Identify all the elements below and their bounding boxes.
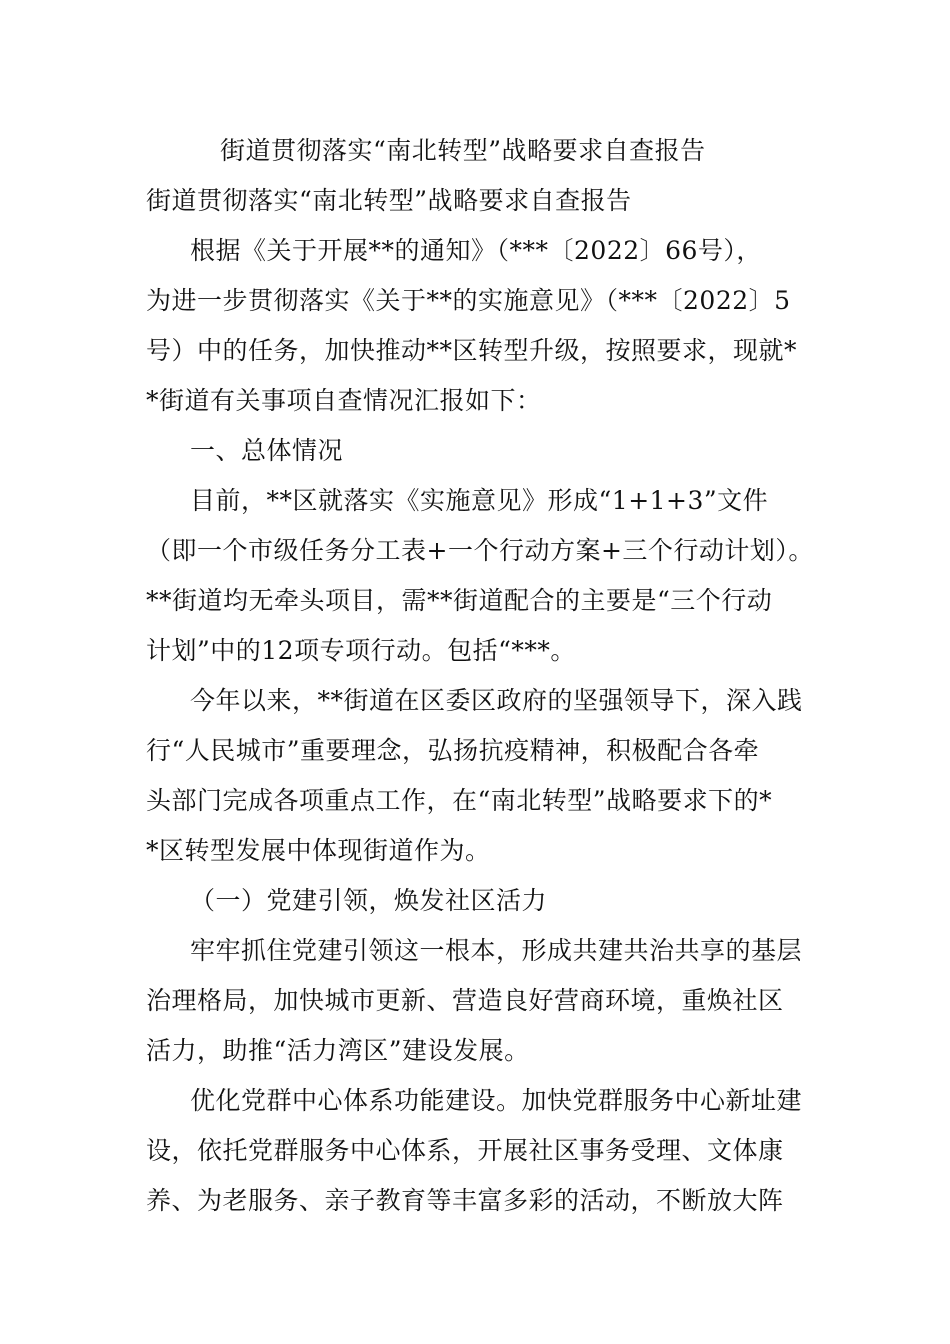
subsection-heading: （一）党建引领，焕发社区活力 xyxy=(190,886,548,915)
paragraph-line: 治理格局，加快城市更新、营造良好营商环境，重焕社区 xyxy=(146,986,784,1015)
paragraph-line: 设，依托党群服务中心体系，开展社区事务受理、文体康 xyxy=(146,1136,784,1165)
document-title: 街道贯彻落实“南北转型”战略要求自查报告 xyxy=(220,136,706,165)
paragraph-line: 行“人民城市”重要理念，弘扬抗疫精神，积极配合各牵 xyxy=(146,736,760,765)
paragraph-line: 今年以来，**街道在区委区政府的坚强领导下，深入践 xyxy=(190,686,803,715)
paragraph-line: 优化党群中心体系功能建设。加快党群服务中心新址建 xyxy=(190,1086,803,1115)
paragraph-line: 活力，助推“活力湾区”建设发展。 xyxy=(146,1036,530,1065)
paragraph-line: 根据《关于开展**的通知》（***〔2022〕66号）， xyxy=(190,236,762,265)
document-title-repeat: 街道贯彻落实“南北转型”战略要求自查报告 xyxy=(146,186,632,215)
paragraph-line: *区转型发展中体现街道作为。 xyxy=(146,836,491,865)
paragraph-line: 养、为老服务、亲子教育等丰富多彩的活动，不断放大阵 xyxy=(146,1186,784,1215)
paragraph-line: 计划”中的12项专项行动。包括“***。 xyxy=(146,636,576,665)
paragraph-line: 头部门完成各项重点工作，在“南北转型”战略要求下的* xyxy=(146,786,773,815)
paragraph-line: 目前，**区就落实《实施意见》形成“1+1+3”文件 xyxy=(190,486,769,515)
paragraph-line: 号）中的任务，加快推动**区转型升级，按照要求，现就* xyxy=(146,336,798,365)
paragraph-line: *街道有关事项自查情况汇报如下： xyxy=(146,386,542,415)
paragraph-line: （即一个市级任务分工表+一个行动方案+三个行动计划）。 xyxy=(146,536,814,565)
paragraph-line: 为进一步贯彻落实《关于**的实施意见》（***〔2022〕5 xyxy=(146,286,791,315)
paragraph-line: **街道均无牵头项目，需**街道配合的主要是“三个行动 xyxy=(146,586,773,615)
section-heading: 一、总体情况 xyxy=(190,436,344,465)
paragraph-line: 牢牢抓住党建引领这一根本，形成共建共治共享的基层 xyxy=(190,936,803,965)
